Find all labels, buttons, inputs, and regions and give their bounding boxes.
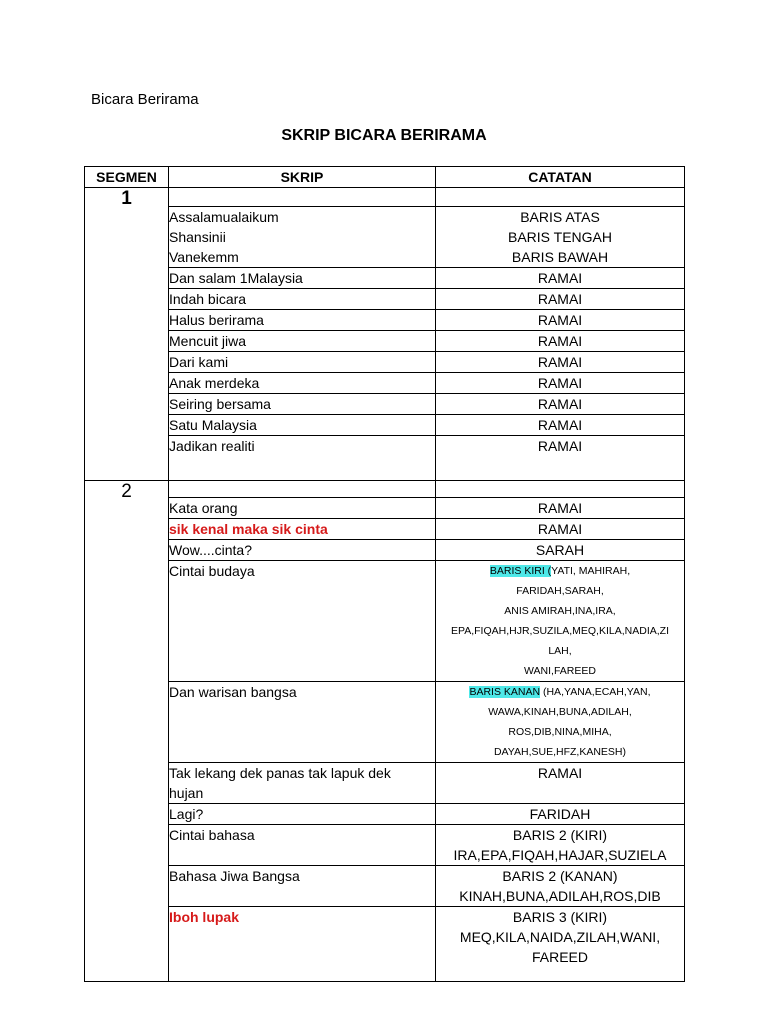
header-catatan: CATATAN [436,167,685,188]
table-row: Iboh lupak BARIS 3 (KIRI) MEQ,KILA,NAIDA,ZILAH,WANI, FAREED [85,907,685,982]
table-row: Anak merdeka RAMAI [85,373,685,394]
table-row: Jadikan realiti RAMAI [85,436,685,481]
table-row: Cintai budaya BARIS KIRI (YATI, MAHIRAH, FARIDAH,SARAH, ANIS AMIRAH,INA,IRA, EPA,FIQAH,HJR,SUZILA,MEQ,KILA,NADIA,ZI LAH, WANI,FAREED [85,561,685,682]
segment-1-gap-row [85,188,685,207]
header-segmen: SEGMEN [85,167,169,188]
highlight-baris-kanan: BARIS KANAN [469,686,541,698]
catatan-cell: BARIS ATAS BARIS TENGAH BARIS BAWAH [436,207,685,268]
table-row: Tak lekang dek panas tak lapuk dek hujan RAMAI [85,763,685,804]
script-table [84,166,685,982]
table-row: Mencuit jiwa RAMAI [85,331,685,352]
header-skrip: SKRIP [169,167,436,188]
table-row [85,207,685,268]
segment-1-number: 1 [85,188,169,481]
table-row: Bahasa Jiwa Bangsa BARIS 2 (KANAN) KINAH,BUNA,ADILAH,ROS,DIB [85,866,685,907]
document-label: Bicara Berirama [91,91,199,108]
table-row: Halus berirama RAMAI [85,310,685,331]
highlight-baris-kiri: BARIS KIRI ( [489,565,552,577]
table-row: Dan warisan bangsa BARIS KANAN (HA,YANA,ECAH,YAN, WAWA,KINAH,BUNA,ADILAH, ROS,DIB,NINA,MIHA, DAYAH,SUE,HFZ,KANESH) [85,682,685,763]
table-row: Cintai bahasa BARIS 2 (KIRI) IRA,EPA,FIQAH,HAJAR,SUZIELA [85,825,685,866]
document-title: SKRIP BICARA BERIRAMA [281,127,487,144]
table-row: Dari kami RAMAI [85,352,685,373]
segment-2-number: 2 [85,481,169,982]
segment-2-gap-row [85,481,685,498]
baris-kanan-cell: BARIS KANAN (HA,YANA,ECAH,YAN, WAWA,KINAH,BUNA,ADILAH, ROS,DIB,NINA,MIHA, DAYAH,SUE,HFZ,KANESH) [436,682,685,763]
baris-kiri-cell: BARIS KIRI (YATI, MAHIRAH, FARIDAH,SARAH, ANIS AMIRAH,INA,IRA, EPA,FIQAH,HJR,SUZILA,MEQ,KILA,NADIA,ZI LAH, WANI,FAREED [436,561,685,682]
table-row: Kata orang RAMAI [85,498,685,519]
skrip-cell: Assalamualaikum Shansinii Vanekemm [169,207,436,268]
table-row: Indah bicara RAMAI [85,289,685,310]
table-row: Satu Malaysia RAMAI [85,415,685,436]
table-row: Dan salam 1Malaysia RAMAI [85,268,685,289]
table-header-row [85,167,685,188]
table-row: Seiring bersama RAMAI [85,394,685,415]
table-row: Lagi? FARIDAH [85,804,685,825]
table-row: Wow....cinta? SARAH [85,540,685,561]
table-row: sik kenal maka sik cinta RAMAI [85,519,685,540]
